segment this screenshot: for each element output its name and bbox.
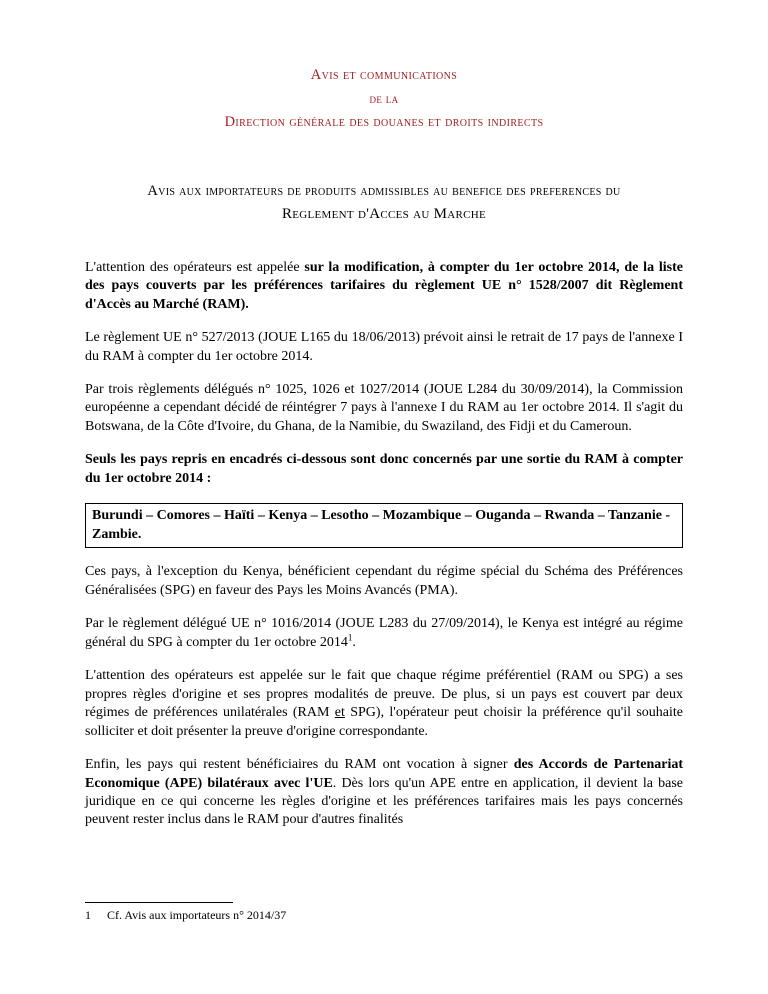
footnote-area — [85, 902, 286, 924]
paragraph-text: SPG), l'opérateur peut choisir la préférence qu'il souhaite solliciter et doit présenter la preuve d'origine correspondante. — [85, 705, 684, 739]
notice-title-line1: Avis aux importateurs de produits admissibles au benefice des preferences du — [147, 182, 621, 199]
paragraph-text: . Dès lors qu'un APE entre en application, il devient la base juridique en ce qui concerne les règles d'origine et les préférences tarifaires mais les pays concernés peuvent rester inclus dans le RAM pour d'autres finalités — [85, 775, 683, 828]
paragraph-ape — [85, 756, 683, 830]
paragraph-modification — [85, 259, 683, 314]
notice-title-line2: Reglement d'Acces au Marche — [281, 205, 487, 222]
footnote-reference: 1 — [347, 632, 353, 643]
country-list-box: Burundi – Comores – Haïti – Kenya – Lesotho – Mozambique – Ouganda – Rwanda – Tanzanie - Zambie. — [85, 503, 683, 548]
paragraph-text: Enfin, les pays qui restent bénéficiaires du RAM ont vocation à signer — [85, 757, 514, 773]
document-body — [85, 259, 683, 830]
paragraph-text-bold: sur la modification, à compter du 1er octobre 2014, de la liste des pays couverts par les préférences tarifaires du règlement UE n° 1528/2007 dit Règlement d'Accès au Marché (RAM). — [85, 259, 683, 312]
paragraph-kenya-spg — [85, 615, 683, 652]
paragraph-reglements-delegues: Par trois règlements délégués n° 1025, 1026 et 1027/2014 (JOUE L284 du 30/09/2014), la Commission européenne a cependant décidé de réintégrer 7 pays à l'annexe I du RAM au 1er octobre 2014. Il s'agit du Botswana, de la Côte d'Ivoire, du Ghana, de la Namibie, du Swaziland, des Fidji et du Cameroun. — [85, 382, 683, 434]
paragraph-seuls-pays: Seuls les pays repris en encadrés ci-dessous sont donc concernés par une sortie du RAM à compter du 1er octobre 2014 : — [85, 452, 683, 486]
paragraph-text: L'attention des opérateurs est appelée sur le fait que chaque régime préférentiel (RAM ou SPG) a ses propres règles d'origine et ses propres modalités de preuve. De plus, si un pays est couvert par deux régimes de préférences unilatérales (RAM — [85, 668, 683, 721]
document-header — [85, 66, 683, 132]
paragraph-regles-origine — [85, 667, 683, 741]
header-avis-communications: Avis et communications — [310, 67, 458, 83]
header-de-la: de la — [369, 92, 399, 107]
paragraph-spg-pma: Ces pays, à l'exception du Kenya, bénéficient cependant du régime spécial du Schéma des Préférences Généralisées (SPG) en faveur des Pays les Moins Avancés (PMA). — [85, 564, 683, 598]
paragraph-text-bold: des Accords de Partenariat Economique (APE) bilatéraux avec l'UE — [85, 757, 683, 791]
paragraph-text: L'attention des opérateurs est appelée — [85, 259, 305, 275]
footnote-rule — [85, 902, 233, 903]
notice-title — [85, 182, 683, 225]
footnote-text: Cf. Avis aux importateurs n° 2014/37 — [107, 908, 287, 923]
paragraph-text: . — [352, 634, 356, 650]
header-direction-douanes: Direction générale des douanes et droits indirects — [224, 113, 544, 130]
paragraph-text: Par le règlement délégué UE n° 1016/2014 (JOUE L283 du 27/09/2014), le Kenya est intégré au régime général du SPG à compter du 1er octobre 2014 — [85, 616, 683, 650]
footnote-number: 1 — [85, 908, 91, 923]
paragraph-reglement-527: Le règlement UE n° 527/2013 (JOUE L165 du 18/06/2013) prévoit ainsi le retrait de 17 pays de l'annexe I du RAM à compter du 1er octobre 2014. — [85, 330, 683, 364]
paragraph-text-underlined: et — [334, 705, 345, 721]
